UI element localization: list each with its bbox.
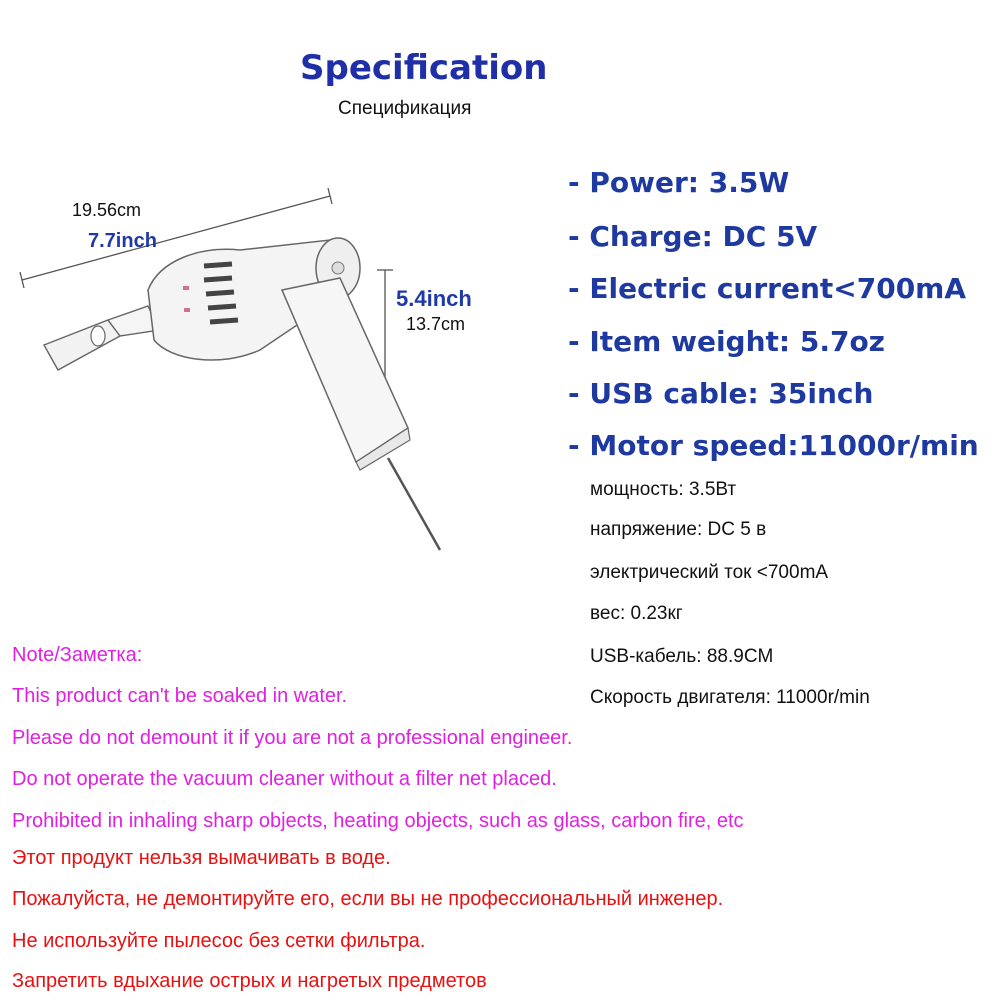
note-en-water: This product can't be soaked in water.: [12, 685, 348, 707]
handle: [282, 278, 408, 462]
spec-ru-usb-cable: USB-кабель: 88.9CM: [590, 646, 774, 667]
spec-weight: - Item weight: 5.7oz: [568, 325, 885, 358]
note-ru-water: Этот продукт нельзя вымачивать в воде.: [12, 847, 391, 869]
spec-ru-weight: вес: 0.23кг: [590, 603, 683, 624]
spec-usb-cable: - USB cable: 35inch: [568, 377, 874, 410]
note-en-prohibited: Prohibited in inhaling sharp objects, heating objects, such as glass, carbon fire, etc: [12, 810, 744, 832]
spec-ru-motor-speed: Скорость двигателя: 11000r/min: [590, 687, 870, 708]
height-cm-label: 13.7cm: [406, 314, 466, 334]
nozzle: [44, 320, 120, 370]
spec-ru-current: электрический ток <700mA: [590, 562, 829, 583]
spec-power: - Power: 3.5W: [568, 166, 790, 199]
page-title: Specification: [300, 48, 548, 88]
note-ru-demount: Пожалуйста, не демонтируйте его, если вы не профессиональный инженер.: [12, 888, 724, 910]
note-ru-filter: Не используйте пылесос без сетки фильтра.: [12, 930, 426, 952]
spec-ru-charge: напряжение: DC 5 в: [590, 519, 767, 540]
product-diagram: [0, 140, 560, 570]
height-inch-label: 5.4inch: [396, 286, 472, 311]
page-subtitle: Спецификация: [338, 98, 472, 119]
note-en-filter: Do not operate the vacuum cleaner without a filter net placed.: [12, 768, 557, 790]
spec-current: - Electric current<700mA: [568, 272, 967, 305]
usb-cable: [388, 458, 440, 550]
note-en-demount: Please do not demount it if you are not a professional engineer.: [12, 727, 573, 749]
note-ru-prohibited: Запретить вдыхание острых и нагретых предметов: [12, 970, 487, 992]
spec-motor-speed: - Motor speed:11000r/min: [568, 429, 979, 462]
length-cm-label: 19.56cm: [72, 200, 142, 220]
spec-ru-power: мощность: 3.5Вт: [590, 479, 737, 500]
length-inch-label: 7.7inch: [88, 230, 157, 252]
note-heading: Note/Заметка:: [12, 644, 143, 666]
spec-charge: - Charge: DC 5V: [568, 220, 818, 253]
